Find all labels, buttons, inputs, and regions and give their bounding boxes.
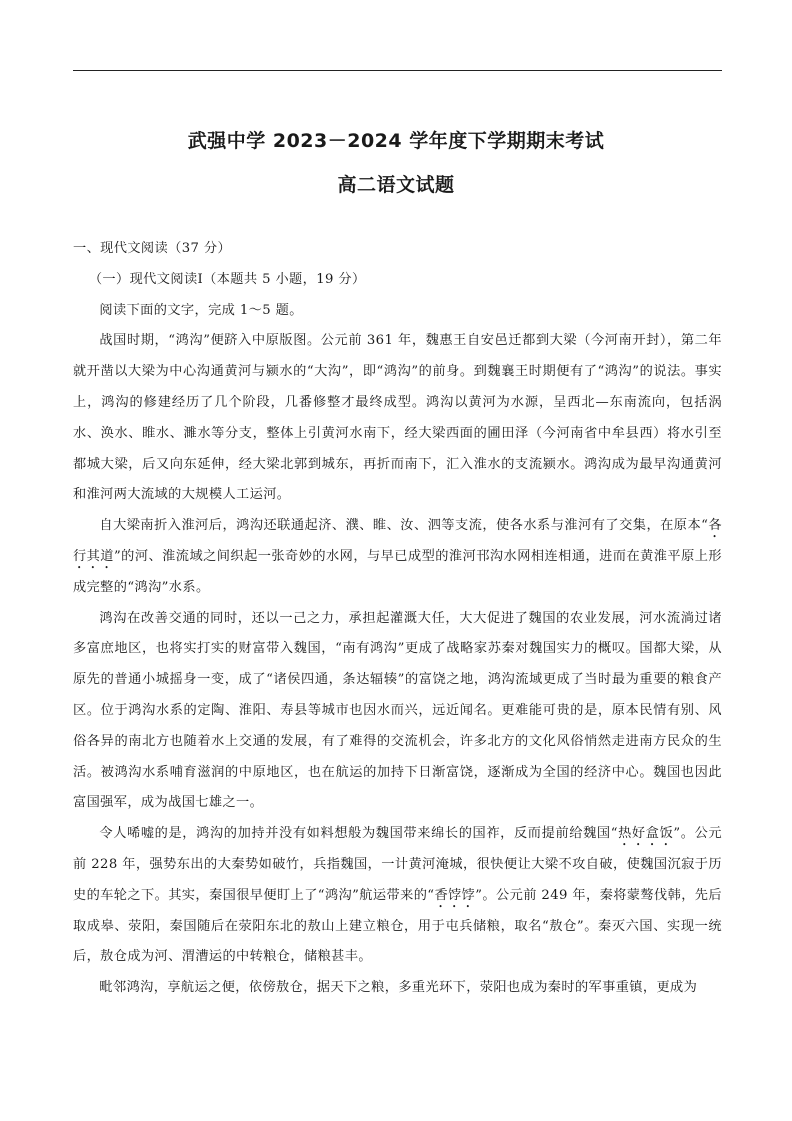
paragraph-text: ”的河、淮流域之间织起一张奇妙的水网，与早已成型的淮河邗沟水网相连相通，进而在黄淮平原上形成完整的“鸿沟”水系。 (73, 548, 722, 595)
paragraph-text: 自大梁南折入淮河后，鸿沟还联通起济、濮、睢、汝、泗等支流，使各水系与淮河有了交集，在原本“ (99, 518, 709, 534)
paragraph-text: ”。公元前 228 年，强势东出的大秦势如破竹，兵指魏国，一计黄河淹城，很快便让大梁不攻自破，使魏国沉寂于历史的车轮之下。其实，秦国很早便盯上了“鸿沟”航运带来的“ (73, 826, 722, 903)
paragraph-text: ”。公元前 249 年，秦将蒙骜伐韩，先后取成皋、荥阳，秦国随后在荥阳东北的敖山上建立粮仓，用于屯兵储粮，取名“敖仓”。秦灭六国、实现一统后，敖仓成为河、渭漕运的中转粮仓，储粮甚丰。 (73, 887, 722, 965)
passage-paragraph-1: 战国时期，“鸿沟”便跻入中原版图。公元前 361 年，魏惠王自安邑迁都到大梁（今河南开封），第二年就开凿以大梁为中心沟通黄河与颍水的“大沟”，即“鸿沟”的前身。到魏襄王时期便有了“鸿沟”的说法。事实上，鸿沟的修建经历了几个阶段，几番修整才最终成型。鸿沟以黄河为水源，呈西北—东南流向，包括涡水、涣水、睢水、濉水等分支，整体上引黄河水南下，经大梁西面的圃田泽（今河南省中牟县西）将水引至都城大梁，后又向东延伸，经大梁北郭到城东，再折而南下，汇入淮水的支流颍水。鸿沟成为最早沟通黄河和淮河两大流域的大规模人工运河。 (73, 333, 722, 503)
emphasized-phrase: 各行其道 (73, 518, 722, 564)
passage-paragraph-3: 鸿沟在改善交通的同时，还以一己之力，承担起灌溉大任，大大促进了魏国的农业发展，河水流淌过诸多富庶地区，也将实打实的财富带入魏国，“南有鸿沟”更成了战略家苏秦对魏国实力的概叹。国都大梁，从原先的普通小城摇身一变，成了“诸侯四通，条达辐辏”的富饶之地，鸿沟流域更成了当时最为重要的粮食产区。位于鸿沟水系的定陶、淮阳、寿县等城市也因水而兴，远近闻名。更难能可贵的是，原本民情有别、风俗各异的南北方也随着水上交通的发展，有了难得的交流机会，许多北方的文化风俗悄然走进南方民众的生活。被鸿沟水系哺育滋润的中原地区，也在航运的加持下日渐富饶，逐渐成为全国的经济中心。魏国也因此富国强军，成为战国七雄之一。 (73, 610, 722, 811)
paragraph-text: 令人唏嘘的是，鸿沟的加持并没有如料想般为魏国带来绵长的国祚，反而提前给魏国“ (99, 826, 618, 842)
exam-subtitle: 高二语文试题 (337, 174, 455, 196)
section-heading: 一、现代文阅读（37 分） (73, 241, 232, 256)
passage-paragraph-2 (73, 511, 722, 603)
emphasized-phrase: 热好盒饭 (617, 826, 674, 842)
exam-title: 武强中学 2023－2024 学年度下学期期末考试 (187, 130, 605, 152)
instruction-text: 阅读下面的文字，完成 1～5 题。 (99, 302, 303, 318)
passage-paragraph-5: 毗邻鸿沟，享航运之便，依傍敖仓，据天下之粮，多重光环下，荥阳也成为秦时的军事重镇，更成为 (99, 980, 698, 996)
passage-paragraph-4 (73, 819, 722, 973)
subsection-heading: （一）现代文阅读Ⅰ（本题共 5 小题，19 分） (88, 271, 366, 287)
emphasized-phrase: 香饽饽 (434, 887, 476, 903)
exam-body (73, 234, 722, 1004)
header-rule (73, 70, 722, 71)
